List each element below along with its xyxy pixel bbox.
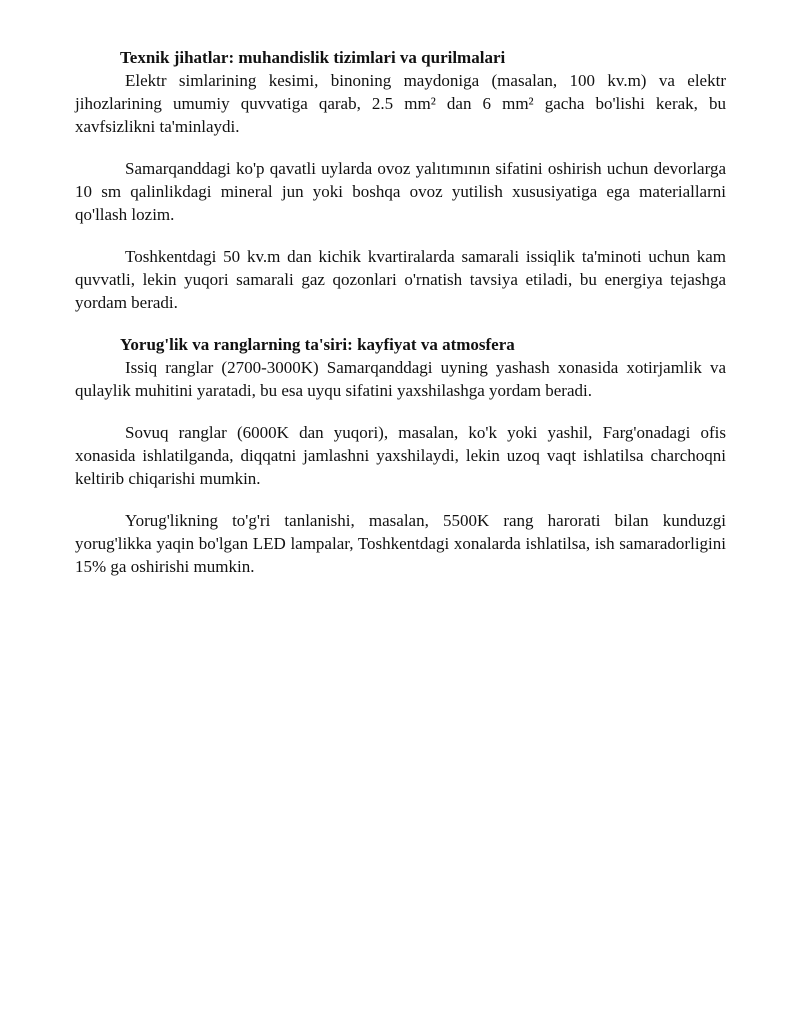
section-lighting-colors bbox=[75, 333, 726, 578]
paragraph: Sovuq ranglar (6000K dan yuqori), masalan, ko'k yoki yashil, Farg'onadagi ofis xonasida ishlatilganda, diqqatni jamlashni yaxshilaydi, lekin uzoq vaqt ishlatilsa charchoqni keltirib chiqarishi mumkin. bbox=[75, 423, 726, 488]
paragraph: Elektr simlarining kesimi, binoning maydoniga (masalan, 100 kv.m) va elektr jihozlarining umumiy quvvatiga qarab, 2.5 mm² dan 6 mm² gacha bo'lishi kerak, bu xavfsizlikni ta'minlaydi. bbox=[75, 71, 726, 136]
paragraph: Issiq ranglar (2700-3000K) Samarqanddagi uyning yashash xonasida xotirjamlik va qulaylik muhitini yaratadi, bu esa uyqu sifatini yaxshilashga yordam beradi. bbox=[75, 358, 726, 400]
paragraph: Yorug'likning to'g'ri tanlanishi, masalan, 5500K rang harorati bilan kunduzgi yorug'likka yaqin bo'lgan LED lampalar, Toshkentdagi xonalarda ishlatilsa, ish samaradorligini 15% ga oshirishi mumkin. bbox=[75, 511, 726, 576]
paragraph: Toshkentdagi 50 kv.m dan kichik kvartiralarda samarali issiqlik ta'minoti uchun kam quvvatli, lekin yuqori samarali gaz qozonlari o'rnatish tavsiya etiladi, bu energiya tejashga yordam beradi. bbox=[75, 247, 726, 312]
document-body bbox=[75, 46, 726, 578]
section-heading: Texnik jihatlar: muhandislik tizimlari va qurilmalari bbox=[120, 48, 506, 67]
paragraph: Samarqanddagi ko'p qavatli uylarda ovoz yalıtımının sifatini oshirish uchun devorlarga 10 sm qalinlikdagi mineral jun yoki boshqa ovoz yutilish xususiyatiga ega materiallarni qo'llash lozim. bbox=[75, 159, 726, 224]
section-technical-aspects bbox=[75, 46, 726, 314]
section-heading: Yorug'lik va ranglarning ta'siri: kayfiyat va atmosfera bbox=[120, 335, 515, 354]
